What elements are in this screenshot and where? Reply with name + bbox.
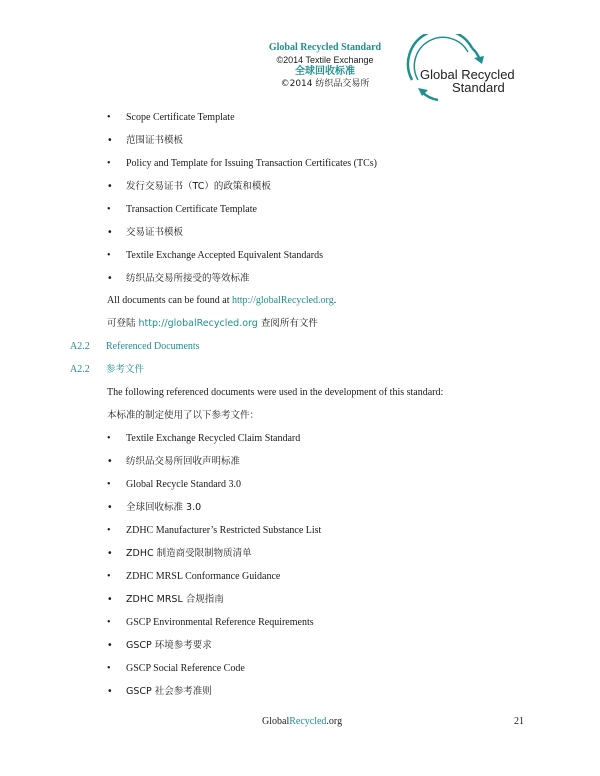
docs-note-en: All documents can be found at http://globalRecycled.org. (107, 295, 337, 306)
globalrecycled-link-zh[interactable]: http://globalRecycled.org (138, 318, 258, 329)
header-copyright-en: ©2014 Textile Exchange (276, 55, 374, 65)
section-number: A2.2 (70, 341, 90, 352)
list-item: • 交易证书模板 (107, 227, 184, 238)
bullet-icon: • (107, 250, 111, 261)
section-heading-zh (70, 363, 144, 377)
list-item: • 范围证书模板 (107, 135, 184, 146)
header-title-zh: 全球回收标准 (295, 66, 355, 77)
grs-logo (398, 34, 533, 104)
bullet-icon: • (107, 204, 111, 215)
globalrecycled-link[interactable]: http://globalRecycled.org (231, 295, 334, 306)
page-number: 21 (514, 716, 524, 727)
logo-text-line2: Standard (452, 80, 505, 95)
list-item: • GSCP Environmental Reference Requirements (107, 617, 314, 628)
bullet-icon: • (107, 135, 113, 146)
header-title-en: Global Recycled Standard (268, 42, 382, 53)
bullet-icon: • (107, 479, 111, 490)
bullet-icon: • (107, 525, 111, 536)
list-item: • Textile Exchange Recycled Claim Standard (107, 433, 301, 444)
list-item: • ZDHC MRSL Conformance Guidance (107, 571, 281, 582)
list-item: • Scope Certificate Template (107, 112, 235, 123)
list-item: • GSCP 社会参考准则 (107, 686, 212, 697)
list-item: • Transaction Certificate Template (107, 204, 257, 215)
bullet-icon: • (107, 571, 111, 582)
docs-note-zh: 可登陆 http://globalRecycled.org 查阅所有文件 (107, 318, 318, 329)
list-item: • GSCP 环境参考要求 (107, 640, 212, 651)
bullet-icon: • (107, 433, 111, 444)
bullet-icon: • (107, 227, 113, 238)
bullet-icon: • (107, 686, 113, 697)
list-item: • 全球回收标准 3.0 (107, 502, 202, 513)
bullet-icon: • (107, 158, 111, 169)
footer-site: GlobalRecycled.org (262, 716, 343, 727)
logo-text-line1: Global Recycled (420, 67, 515, 82)
bullet-icon: • (107, 273, 113, 284)
list-item: • 纺织品交易所接受的等效标准 (107, 273, 250, 284)
bullet-icon: • (107, 181, 113, 192)
bullet-icon: • (107, 502, 113, 513)
bullet-icon: • (107, 112, 111, 123)
bullet-icon: • (107, 456, 113, 467)
list-item: • 纺织品交易所回收声明标准 (107, 456, 241, 467)
bullet-icon: • (107, 640, 113, 651)
list-item: • ZDHC Manufacturer’s Restricted Substance List (107, 525, 322, 536)
section-heading-en (70, 340, 200, 354)
list-item: • Global Recycle Standard 3.0 (107, 479, 241, 490)
list-item: • Policy and Template for Issuing Transaction Certificates (TCs) (107, 158, 378, 169)
intro-zh: 本标准的制定使用了以下参考文件： (107, 410, 260, 421)
page-header (230, 42, 420, 90)
list-item: • ZDHC MRSL 合规指南 (107, 594, 224, 605)
bullet-icon: • (107, 548, 113, 559)
section-number: A2.2 (70, 364, 90, 375)
list-item: • GSCP Social Reference Code (107, 663, 245, 674)
list-item: • Textile Exchange Accepted Equivalent Standards (107, 250, 324, 261)
intro-en: The following referenced documents were used in the development of this standard: (107, 387, 444, 398)
list-item: • ZDHC 制造商受限制物质清单 (107, 548, 252, 559)
bullet-icon: • (107, 617, 111, 628)
header-copyright-zh: ©2014 纺织品交易所 (280, 79, 370, 89)
section-title: 参考文件 (106, 364, 145, 375)
section-title: Referenced Documents (106, 341, 200, 352)
list-item: • 发行交易证书（TC）的政策和模板 (107, 181, 271, 192)
bullet-icon: • (107, 663, 111, 674)
bullet-icon: • (107, 594, 113, 605)
